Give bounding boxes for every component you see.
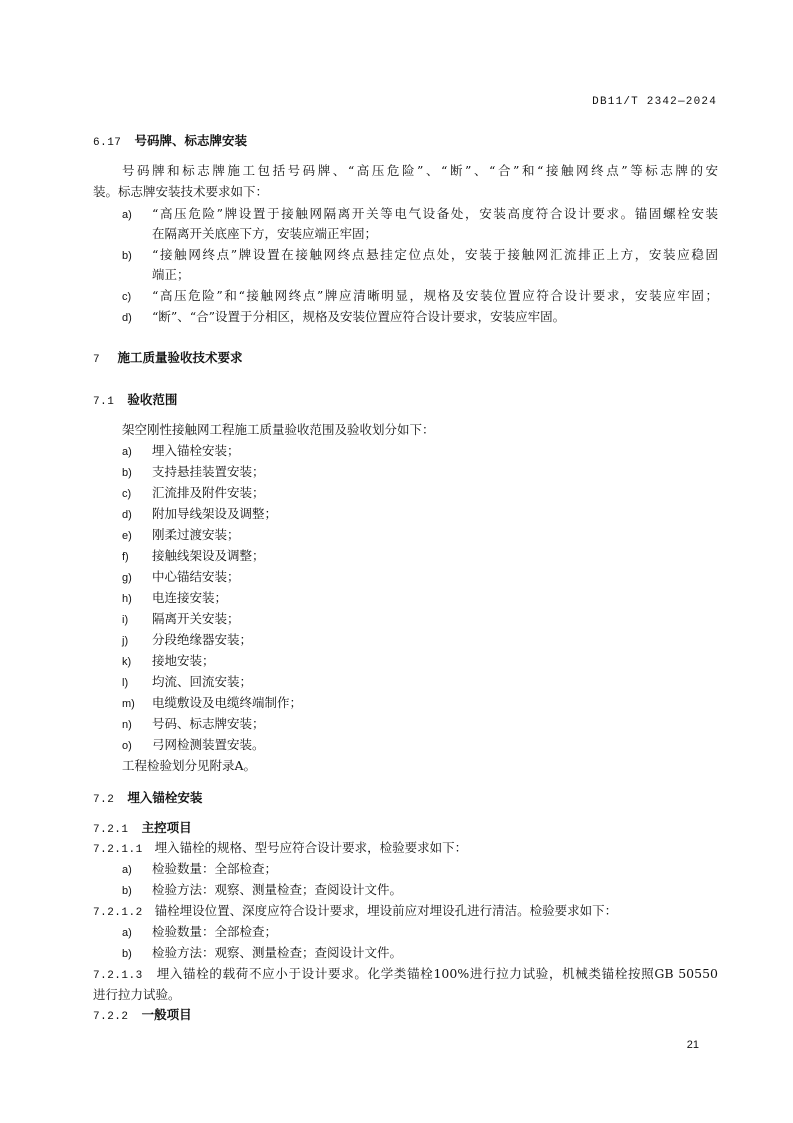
section-title: 验收范围 [127, 392, 178, 407]
list-label: f) [122, 551, 129, 563]
list-label: a) [122, 927, 132, 939]
list-text: 检验数量：全部检查； [152, 924, 278, 939]
section-number: 7.2.2 [93, 1011, 129, 1023]
list-label: c) [122, 488, 132, 500]
list-item [122, 590, 227, 607]
list-item [122, 527, 240, 544]
section-heading-6-17 [93, 133, 247, 151]
list-label: k) [122, 656, 132, 668]
section-heading-7-2-2 [93, 1007, 192, 1025]
section-title: 施工质量验收技术要求 [117, 350, 243, 365]
list-text: 检验数量：全部检查； [152, 861, 278, 876]
list-item [122, 737, 265, 754]
section-title: 号码牌、标志牌安装 [134, 133, 247, 148]
clause-text: 埋入锚栓的载荷不应小于设计要求。化学类锚栓100%进行拉力试验，机械类锚栓按照GB 50550 [156, 966, 718, 981]
list-label: n) [122, 719, 132, 731]
list-text: 接触线架设及调整； [152, 548, 265, 563]
list-label: c) [122, 291, 132, 303]
list-text: 支持悬挂装置安装； [152, 464, 265, 479]
list-text: 检验方法：观察、测量检查；查阅设计文件。 [152, 945, 403, 960]
list-label: e) [122, 530, 132, 542]
list-item [122, 443, 240, 460]
list-label: b) [122, 885, 132, 897]
list-item [122, 506, 277, 523]
list-text: 刚柔过渡安装； [152, 527, 240, 542]
list-text: 电连接安装； [152, 590, 228, 605]
clause-number: 7.2.1.2 [93, 907, 143, 919]
clause-number: 7.2.1.3 [93, 970, 143, 982]
paragraph-line: 架空刚性接触网工程施工质量验收范围及验收划分如下： [122, 422, 435, 437]
list-label: j) [122, 635, 129, 647]
clause-text: 锚栓埋设位置、深度应符合设计要求，埋设前应对埋设孔进行清洁。检验要求如下： [154, 903, 618, 918]
list-item-continuation: 在隔离开关底座下方，安装应端正牢固； [152, 226, 378, 241]
list-item [122, 653, 215, 670]
clause-number: 7.2.1.1 [93, 844, 143, 856]
section-number: 7 [93, 354, 101, 366]
list-item [122, 945, 402, 962]
list-text: “接触网终点”牌设置在接触网终点悬挂定位点处，安装于接触网汇流排正上方，安装应稳固 [152, 247, 718, 262]
section-number: 7.2.1 [93, 824, 129, 836]
paragraph-line: 装。标志牌安装技术要求如下： [93, 184, 269, 199]
page-number: 21 [686, 1039, 699, 1051]
list-item [122, 247, 718, 264]
list-item [122, 924, 277, 941]
list-label: d) [122, 509, 132, 521]
list-label: h) [122, 593, 132, 605]
list-text: 电缆敷设及电缆终端制作； [152, 695, 303, 710]
section-heading-7-2 [93, 790, 202, 808]
list-label: o) [122, 740, 132, 752]
section-heading-7-2-1 [93, 820, 192, 838]
list-label: a) [122, 864, 132, 876]
clause-text: 埋入锚栓的规格、型号应符合设计要求，检验要求如下： [154, 840, 468, 855]
list-item [122, 861, 277, 878]
list-item [122, 695, 302, 712]
section-heading-7-1 [93, 392, 177, 410]
list-text: 弓网检测装置安装。 [152, 737, 265, 752]
list-item [122, 206, 718, 223]
list-label: a) [122, 446, 132, 458]
list-text: 附加导线架设及调整； [152, 506, 278, 521]
clause-7-2-1-2 [93, 903, 617, 921]
document-id: DB11/T 2342—2024 [592, 96, 717, 108]
list-item [122, 464, 265, 481]
list-label: g) [122, 572, 132, 584]
paragraph-line: 号码牌和标志牌施工包括号码牌、“高压危险”、“断”、“合”和“接触网终点”等标志牌的安 [122, 163, 718, 178]
section-title: 埋入锚栓安装 [127, 790, 203, 805]
list-text: 检验方法：观察、测量检查；查阅设计文件。 [152, 882, 403, 897]
list-text: 接地安装； [152, 653, 215, 668]
section-title: 主控项目 [141, 820, 192, 835]
list-item [122, 716, 265, 733]
list-label: d) [122, 312, 132, 324]
section-heading-7 [93, 350, 243, 368]
paragraph-line: 工程检验划分见附录A。 [122, 758, 257, 773]
section-number: 7.2 [93, 794, 115, 806]
list-item [122, 309, 565, 326]
list-item [122, 288, 718, 305]
list-text: 中心锚结安装； [152, 569, 240, 584]
list-label: m) [122, 698, 135, 710]
list-text: “高压危险”和“接触网终点”牌应清晰明显，规格及安装位置应符合设计要求，安装应牢固； [152, 288, 718, 303]
clause-7-2-1-1 [93, 840, 467, 858]
section-title: 一般项目 [141, 1007, 192, 1022]
list-text: 分段绝缘器安装； [152, 632, 253, 647]
list-text: 汇流排及附件安装； [152, 485, 265, 500]
list-item [122, 632, 252, 649]
list-text: 号码、标志牌安装； [152, 716, 265, 731]
list-item [122, 569, 240, 586]
list-text: 隔离开关安装； [152, 611, 240, 626]
section-number: 6.17 [93, 137, 122, 149]
list-item [122, 882, 402, 899]
list-item-continuation: 端正； [152, 267, 190, 282]
list-item [122, 485, 265, 502]
list-item [122, 548, 265, 565]
list-label: i) [122, 614, 129, 626]
list-item [122, 674, 252, 691]
list-label: a) [122, 209, 132, 221]
list-text: “断”、“合”设置于分相区，规格及安装位置应符合设计要求，安装应牢固。 [152, 309, 566, 324]
list-label: b) [122, 250, 132, 262]
list-label: b) [122, 467, 132, 479]
section-number: 7.1 [93, 396, 115, 408]
list-item [122, 611, 240, 628]
list-label: b) [122, 948, 132, 960]
list-text: 埋入锚栓安装； [152, 443, 240, 458]
list-label: l) [122, 677, 129, 689]
clause-continuation: 进行拉力试验。 [93, 987, 181, 1002]
list-text: “高压危险”牌设置于接触网隔离开关等电气设备处，安装高度符合设计要求。锚固螺栓安装 [152, 206, 718, 221]
list-text: 均流、回流安装； [152, 674, 253, 689]
clause-7-2-1-3 [93, 966, 718, 984]
